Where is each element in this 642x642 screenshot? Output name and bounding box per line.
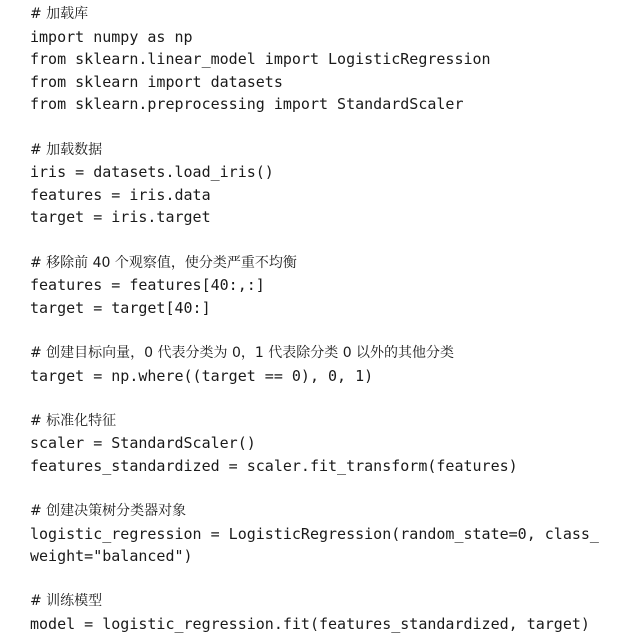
code-line-target: target = iris.target — [30, 208, 211, 227]
code-line-import-datasets: from sklearn import datasets — [30, 72, 283, 91]
code-line-scaler: scaler = StandardScaler() — [30, 434, 256, 453]
code-listing — [30, 3, 630, 636]
blank-line — [30, 568, 630, 591]
comment-create-target-vector: # 创建目标向量，0 代表分类为 0，1 代表除分类 0 以外的其他分类 — [30, 344, 455, 361]
code-line-import-logistic-regression: from sklearn.linear_model import LogisticRegression — [30, 50, 491, 69]
blank-line — [30, 387, 630, 410]
code-line-logistic-regression: logistic_regression = LogisticRegression(random_state=0, class_ — [30, 524, 599, 543]
comment-train-model: # 训练模型 — [30, 593, 103, 610]
blank-line — [30, 116, 630, 139]
blank-line — [30, 319, 630, 342]
code-line-np-where: target = np.where((target == 0), 0, 1) — [30, 366, 374, 385]
code-line-fit-model: model = logistic_regression.fit(features_standardized, target) — [30, 615, 590, 634]
blank-line — [30, 477, 630, 500]
code-line-import-standard-scaler: from sklearn.preprocessing import StandardScaler — [30, 95, 464, 114]
comment-remove-observations: # 移除前 40 个观察值，使分类严重不均衡 — [30, 254, 297, 271]
code-line-import-numpy: import numpy as np — [30, 27, 193, 46]
code-line-slice-target: target = target[40:] — [30, 298, 211, 317]
code-line-features: features = iris.data — [30, 185, 211, 204]
comment-create-classifier: # 创建决策树分类器对象 — [30, 503, 187, 520]
blank-line — [30, 229, 630, 252]
comment-standardize-features: # 标准化特征 — [30, 412, 117, 429]
code-line-fit-transform: features_standardized = scaler.fit_transform(features) — [30, 456, 518, 475]
comment-load-data: # 加载数据 — [30, 141, 103, 158]
code-line-load-iris: iris = datasets.load_iris() — [30, 163, 274, 182]
code-line-slice-features: features = features[40:,:] — [30, 276, 265, 295]
code-line-class-weight: weight="balanced") — [30, 547, 193, 566]
comment-load-libraries: # 加载库 — [30, 6, 89, 22]
